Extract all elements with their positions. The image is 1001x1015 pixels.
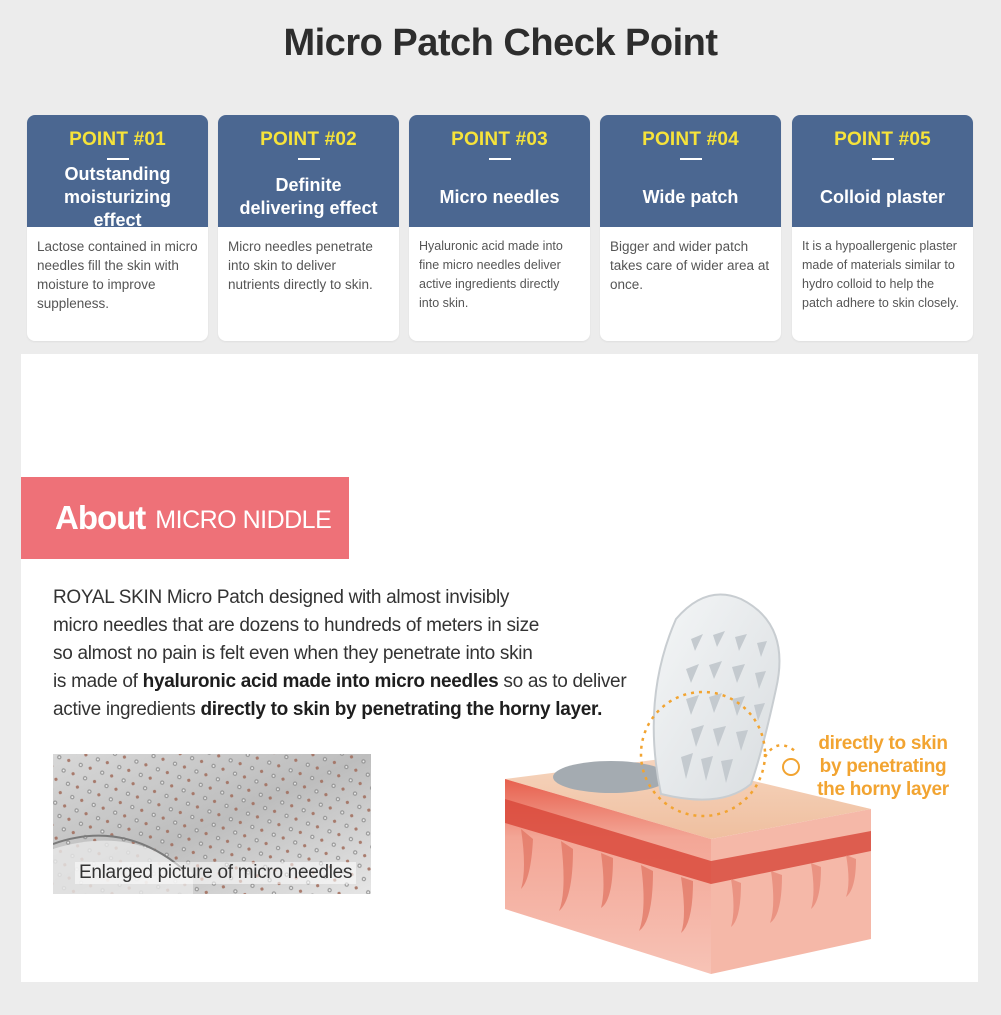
point-title: Wide patch xyxy=(642,186,739,207)
callout-line: by penetrating xyxy=(819,756,947,777)
point-card-header xyxy=(218,115,399,227)
point-title: Micro needles xyxy=(439,186,560,207)
divider xyxy=(298,158,320,160)
micro-needles-photo xyxy=(53,754,371,894)
about-line: so almost no pain is felt even when they penetrate into skin xyxy=(53,643,533,664)
page-title: Micro Patch Check Point xyxy=(283,22,718,64)
point-card-header xyxy=(27,115,208,230)
point-card xyxy=(27,115,208,341)
point-card-header xyxy=(600,115,781,227)
point-description: Hyaluronic acid made into fine micro needles deliver active ingredients directly into skin. xyxy=(419,239,563,310)
divider xyxy=(489,158,511,160)
about-heading: About xyxy=(55,499,146,536)
point-label: POINT #01 xyxy=(69,129,166,150)
check-points xyxy=(27,115,977,341)
point-title: Colloid plaster xyxy=(819,186,945,207)
about-line: is made of hyaluronic acid made into micro needles so as to deliver xyxy=(53,671,627,692)
point-label: POINT #03 xyxy=(451,129,548,150)
point-title: Outstanding moisturizing effect xyxy=(64,163,171,230)
about-banner xyxy=(21,477,349,559)
callout-line: the horny layer xyxy=(817,779,949,800)
point-label: POINT #02 xyxy=(260,129,357,150)
penetration-callout xyxy=(808,732,958,801)
point-label: POINT #04 xyxy=(642,129,739,150)
point-description: It is a hypoallergenic plaster made of materials similar to hydro colloid to help the patch adhere to skin closely. xyxy=(802,239,959,310)
point-card xyxy=(600,115,781,341)
divider xyxy=(872,158,894,160)
point-card xyxy=(792,115,973,341)
about-line: ROYAL SKIN Micro Patch designed with almost invisibly xyxy=(53,587,510,608)
point-card xyxy=(218,115,399,341)
point-label: POINT #05 xyxy=(834,129,931,150)
divider xyxy=(680,158,702,160)
callout-line: directly to skin xyxy=(818,733,948,754)
about-line: active ingredients directly to skin by penetrating the horny layer. xyxy=(53,699,603,720)
about-line: micro needles that are dozens to hundreds of meters in size xyxy=(53,615,540,636)
point-card-header xyxy=(792,115,973,227)
divider xyxy=(107,158,129,160)
point-card xyxy=(409,115,590,341)
photo-caption: Enlarged picture of micro needles xyxy=(75,862,356,884)
point-card-header xyxy=(409,115,590,227)
point-title: Definite delivering effect xyxy=(239,175,378,218)
about-subheading: MICRO NIDDLE xyxy=(155,505,332,534)
point-description: Bigger and wider patch takes care of wider area at once. xyxy=(610,239,770,292)
point-description: Micro needles penetrate into skin to deliver nutrients directly to skin. xyxy=(228,239,373,292)
point-description: Lactose contained in micro needles fill the skin with moisture to improve suppleness. xyxy=(37,239,198,311)
